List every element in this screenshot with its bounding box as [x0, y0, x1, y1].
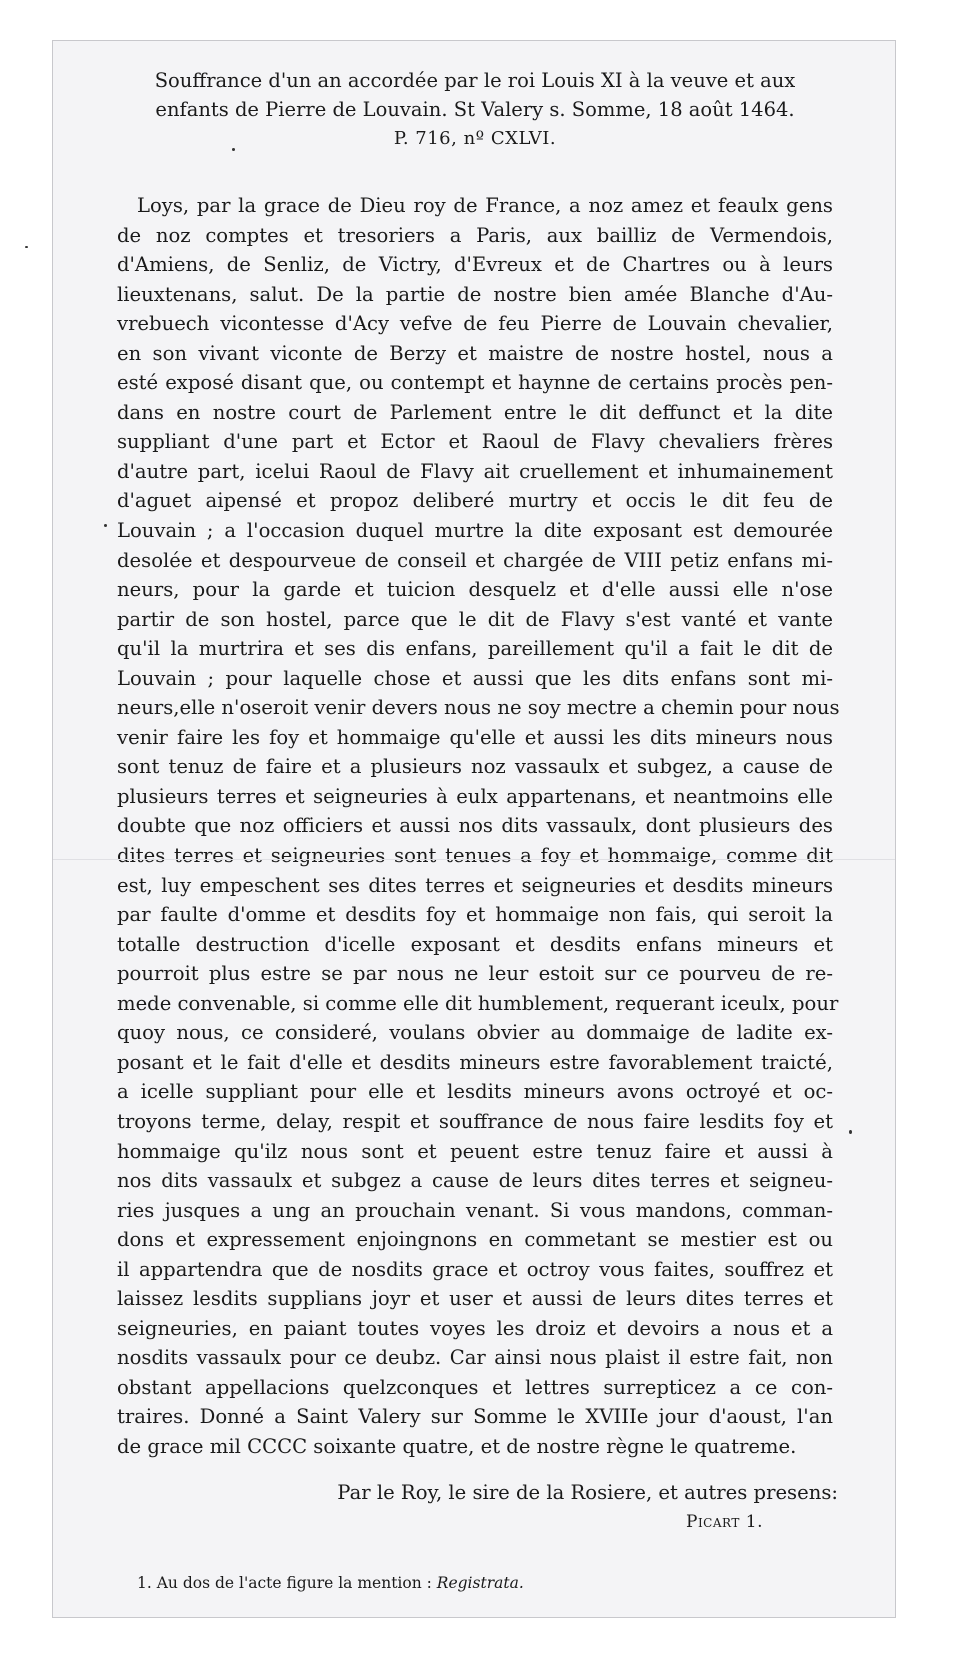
body-line: d'aguet aipensé et propoz deliberé murtry et occis le dit feu de [117, 489, 833, 513]
body-line: il appartendra que de nosdits grace et octroy vous faites, souffrez et [117, 1257, 833, 1281]
body-line: lieuxtenans, salut. De la partie de nostre bien amée Blanche d'Au- [117, 282, 833, 306]
body-line: dans en nostre court de Parlement entre le dit deffunct et la dite [117, 400, 833, 424]
body-line: doubte que noz officiers et aussi nos dits vassaulx, dont plusieurs des [117, 814, 833, 838]
signature-line: Par le Roy, le sire de la Rosiere, et autres presens: [337, 1481, 838, 1504]
body-line: traires. Donné a Saint Valery sur Somme le XVIIIe jour d'aoust, l'an [117, 1405, 833, 1429]
body-line: suppliant d'une part et Ector et Raoul de Flavy chevaliers frères [117, 430, 833, 454]
header-title-line-2: enfants de Pierre de Louvain. St Valery s. Somme, 18 août 1464. [155, 98, 795, 121]
signature-name [523, 1508, 763, 1537]
body-line: Loys, par la grace de Dieu roy de France, a noz amez et feaulx gens [137, 194, 833, 217]
body-line: est, luy empeschent ses dites terres et seigneuries et desdits mineurs [117, 873, 833, 897]
signatory-name: Picart [686, 1512, 740, 1532]
body-line: vrebuech vicontesse d'Acy vefve de feu Pierre de Louvain chevalier, [117, 312, 833, 336]
paper-speck [104, 524, 107, 527]
paper-speck [25, 246, 28, 248]
body-line: de grace mil CCCC soixante quatre, et de nostre règne le quatreme. [117, 1434, 797, 1458]
body-line: de noz comptes et tresoriers a Paris, aux bailliz de Vermendois, [117, 223, 833, 247]
body-line: obstant appellacions quelzconques et lettres surrepticez a ce con- [117, 1375, 833, 1399]
header-title-line-1: Souffrance d'un an accordée par le roi Louis XI à la veuve et aux [154, 69, 796, 92]
body-line: totalle destruction d'icelle exposant et desdits enfans mineurs et [117, 932, 833, 956]
body-line: nos dits vassaulx et subgez a cause de leurs dites terres et seigneu- [117, 1169, 833, 1193]
document-page [52, 40, 896, 1618]
paper-fold-line [53, 859, 895, 860]
body-line: desolée et despourveue de conseil et chargée de VIII petiz enfans mi- [117, 548, 833, 572]
body-line: dites terres et seigneuries sont tenues a foy et hommaige, comme dit [117, 844, 833, 868]
body-line: plusieurs terres et seigneuries à eulx appartenans, et neantmoins elle [117, 784, 833, 808]
body-line: posant et le fait d'elle et desdits mineurs estre favorablement traicté, [117, 1050, 833, 1074]
footnote-number: 1. [137, 1574, 152, 1592]
footnote-italic-term: Registrata. [436, 1574, 524, 1592]
body-line: hommaige qu'ilz nous sont et peuent estre tenuz faire et aussi à [117, 1139, 833, 1163]
body-line: neurs, pour la garde et tuicion desquelz et d'elle aussi elle n'ose [117, 578, 833, 602]
body-line: Louvain ; pour laquelle chose et aussi que les dits enfans sont mi- [117, 666, 833, 690]
paper-speck [232, 148, 235, 151]
body-line: pourroit plus estre se par nous ne leur estoit sur ce pourveu de re- [117, 962, 833, 986]
archive-reference: P. 716, nº CXLVI. [393, 128, 557, 149]
body-line: laissez lesdits supplians joyr et user et aussi de leurs dites terres et [117, 1287, 833, 1311]
paper-speck [849, 1130, 852, 1134]
body-line: troyons terme, delay, respit et souffrance de nous faire lesdits foy et [117, 1109, 833, 1133]
body-line: mede convenable, si comme elle dit humblement, requerant iceulx, pour [117, 991, 839, 1015]
body-line: venir faire les foy et hommaige qu'elle et aussi les dits mineurs nous [117, 725, 833, 749]
body-line: quoy nous, ce consideré, voulans obvier au dommaige de ladite ex- [117, 1021, 833, 1045]
letter-body [117, 191, 840, 1462]
body-line: dons et expressement enjoingnons en commetant se mestier est ou [117, 1228, 833, 1252]
body-line: nosdits vassaulx pour ce deubz. Car ainsi nous plaist il estre fait, non [117, 1346, 833, 1370]
footnote-marker: 1. [745, 1512, 763, 1532]
body-line: partir de son hostel, parce que le dit de Flavy s'est vanté et vante [117, 607, 833, 631]
body-line: seigneuries, en paiant toutes voyes les droiz et devoirs a nous et a [117, 1316, 833, 1340]
document-header [83, 66, 867, 153]
body-line: a icelle suppliant pour elle et lesdits mineurs avons octroyé et oc- [117, 1080, 833, 1104]
body-line: d'Amiens, de Senliz, de Victry, d'Evreux et de Chartres ou à leurs [117, 253, 833, 277]
body-line: d'autre part, icelui Raoul de Flavy ait cruellement et inhumainement [117, 459, 833, 483]
body-line: sont tenuz de faire et a plusieurs noz vassaulx et subgez, a cause de [117, 755, 833, 779]
body-line: Louvain ; a l'occasion duquel murtre la dite exposant est demourée [117, 519, 833, 543]
body-line: par faulte d'omme et desdits foy et hommaige non fais, qui seroit la [117, 903, 833, 927]
body-line: qu'il la murtrira et ses dis enfans, pareillement qu'il a fait le dit de [117, 637, 833, 661]
body-line: ries jusques a ung an prouchain venant. Si vous mandons, comman- [117, 1198, 833, 1222]
body-line: neurs,elle n'oseroit venir devers nous ne soy mectre a chemin pour nous [117, 696, 840, 720]
footnote [137, 1571, 837, 1595]
footnote-text: Au dos de l'acte figure la mention : [156, 1574, 432, 1592]
body-line: esté exposé disant que, ou contempt et haynne de certains procès pen- [117, 371, 833, 395]
body-line: en son vivant viconte de Berzy et maistre de nostre hostel, nous a [117, 341, 833, 365]
